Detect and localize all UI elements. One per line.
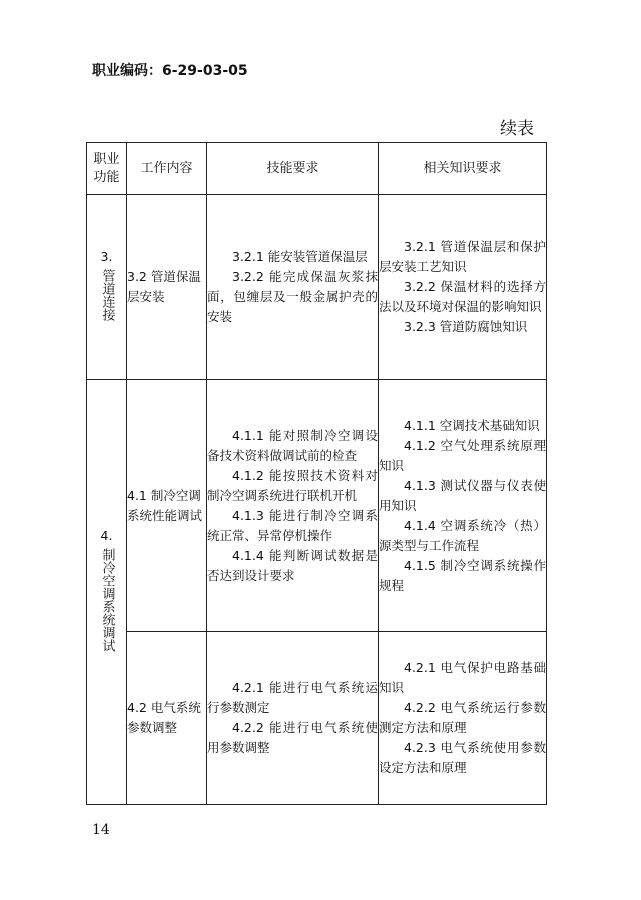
skill-item: 3.2.2 能完成保温灰浆抹面，包缠层及一般金属护壳的安装 bbox=[207, 269, 378, 324]
skill-item: 3.2.1 能安装管道保温层 bbox=[232, 249, 368, 264]
knowledge-item: 4.1.2 空气处理系统原理知识 bbox=[379, 437, 546, 473]
knowledge-cell bbox=[379, 380, 547, 632]
function-name: 管道连接 bbox=[99, 269, 115, 321]
header-skills: 技能要求 bbox=[207, 143, 379, 195]
skill-item: 4.2.1 能进行电气系统运行参数测定 bbox=[207, 680, 378, 715]
work-content-cell bbox=[127, 195, 207, 380]
skill-item: 4.1.3 能进行制冷空调系统正常、异常停机操作 bbox=[207, 507, 378, 543]
knowledge-item: 3.2.1 管道保温层和保护层安装工艺知识 bbox=[379, 239, 546, 274]
knowledge-cell bbox=[379, 195, 547, 380]
skills-table bbox=[86, 142, 547, 805]
continued-table-label: 续表 bbox=[500, 119, 534, 139]
knowledge-item: 3.2.2 保温材料的选择方法以及环境对保温的影响知识 bbox=[379, 279, 546, 314]
work-content-cell bbox=[127, 632, 207, 805]
header-content: 工作内容 bbox=[127, 143, 207, 195]
knowledge-item: 3.2.3 管道防腐蚀知识 bbox=[404, 319, 528, 334]
work-content: 4.2 电气系统参数调整 bbox=[127, 700, 201, 735]
knowledge-item: 4.2.3 电气系统使用参数设定方法和原理 bbox=[379, 740, 546, 775]
function-number: 4. bbox=[100, 528, 113, 543]
work-content: 4.1 制冷空调系统性能调试 bbox=[127, 487, 203, 523]
skill-item: 4.1.4 能判断调试数据是否达到设计要求 bbox=[207, 547, 378, 583]
table-header-row bbox=[87, 143, 547, 195]
function-cell bbox=[87, 380, 127, 805]
knowledge-item: 4.1.3 测试仪器与仪表使用知识 bbox=[379, 477, 546, 513]
skills-cell bbox=[207, 380, 379, 632]
function-name: 制冷空调系统调试 bbox=[99, 548, 115, 652]
knowledge-cell bbox=[379, 632, 547, 805]
header-knowledge: 相关知识要求 bbox=[379, 143, 547, 195]
function-number: 3. bbox=[100, 249, 113, 264]
skill-item: 4.2.2 能进行电气系统使用参数调整 bbox=[207, 720, 378, 755]
knowledge-item: 4.1.5 制冷空调系统操作规程 bbox=[379, 557, 546, 593]
work-content-cell bbox=[127, 380, 207, 632]
page-number: 14 bbox=[92, 822, 110, 838]
table-row bbox=[87, 380, 547, 632]
work-content: 3.2 管道保温层安装 bbox=[127, 269, 201, 304]
occupation-code: 职业编码：6-29-03-05 bbox=[92, 63, 248, 79]
function-cell bbox=[87, 195, 127, 380]
skill-item: 4.1.1 能对照制冷空调设备技术资料做调试前的检查 bbox=[207, 427, 378, 463]
skill-item: 4.1.2 能按照技术资料对制冷空调系统进行联机开机 bbox=[207, 467, 378, 503]
knowledge-item: 4.2.1 电气保护电路基础知识 bbox=[379, 660, 546, 695]
knowledge-item: 4.1.4 空调系统冷（热）源类型与工作流程 bbox=[379, 517, 546, 553]
skills-cell bbox=[207, 632, 379, 805]
header-function: 职业功能 bbox=[87, 143, 127, 195]
table-row bbox=[87, 632, 547, 805]
skills-cell bbox=[207, 195, 379, 380]
knowledge-item: 4.1.1 空调技术基础知识 bbox=[404, 417, 540, 433]
knowledge-item: 4.2.2 电气系统运行参数测定方法和原理 bbox=[379, 700, 546, 735]
table-row bbox=[87, 195, 547, 380]
